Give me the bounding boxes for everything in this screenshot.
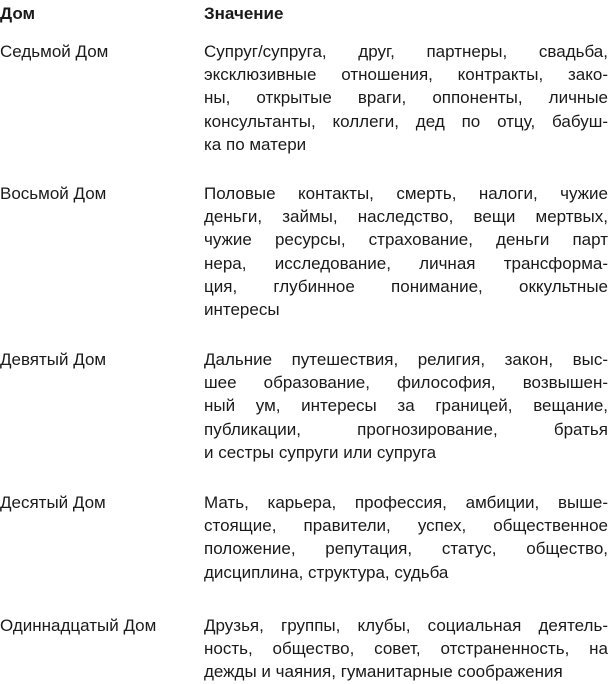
house-meaning	[204, 182, 608, 321]
house-name: Седьмой Дом	[0, 42, 109, 61]
meaning-line: чужие ресурсы, страхование, деньги парт	[204, 230, 608, 250]
column-header-house: Дом	[0, 4, 36, 23]
table-header	[0, 2, 613, 26]
house-name: Одиннадцатый Дом	[0, 616, 157, 635]
house-meaning	[204, 614, 608, 684]
house-meaning	[204, 491, 608, 584]
meaning-line: ны, открытые враги, оппоненты, личные	[204, 88, 608, 108]
meaning-line: консультанты, коллеги, дед по отцу, бабуш-	[204, 111, 608, 131]
meaning-line: ка по матери	[204, 134, 307, 154]
meaning-line: деньги, займы, наследство, вещи мертвых,	[204, 207, 608, 227]
meaning-line: дежды и чаяния, гуманитарные соображения	[204, 662, 563, 682]
meaning-line: шее образование, философия, возвышен-	[204, 373, 608, 393]
meaning-line: Дальние путешествия, религия, закон, выс-	[204, 350, 608, 369]
meaning-line: эксклюзивные отношения, контракты, зако-	[204, 65, 608, 85]
meaning-line: Мать, карьера, профессия, амбиции, выше-	[204, 493, 608, 512]
meaning-line: Друзья, группы, клубы, социальная деятель-	[204, 616, 608, 635]
meaning-line: ный ум, интересы за границей, вещание,	[204, 396, 608, 416]
meaning-line: Супруг/супруга, друг, партнеры, свадьба,	[204, 42, 608, 61]
column-header-meaning: Значение	[204, 4, 284, 23]
house-name: Девятый Дом	[0, 350, 107, 369]
house-name: Восьмой Дом	[0, 184, 107, 203]
meaning-line: ность, общество, совет, отстраненность, на	[204, 639, 608, 659]
meaning-line: и сестры супруги или супруга	[204, 442, 437, 462]
house-meaning	[204, 40, 608, 156]
meaning-line: публикации, прогнозирование, братья	[204, 419, 608, 439]
meaning-line: Половые контакты, смерть, налоги, чужие	[204, 184, 608, 203]
house-meaning	[204, 348, 608, 464]
house-name: Десятый Дом	[0, 493, 106, 512]
meaning-line: стоящие, правители, успех, общественное	[204, 516, 608, 536]
meaning-line: положение, репутация, статус, общество,	[204, 539, 608, 559]
meaning-line: нера, исследование, личная трансформа-	[204, 253, 608, 273]
meaning-line: дисциплина, структура, судьба	[204, 562, 449, 582]
meaning-line: ция, глубинное понимание, оккультные	[204, 276, 608, 296]
meaning-line: интересы	[204, 299, 280, 319]
